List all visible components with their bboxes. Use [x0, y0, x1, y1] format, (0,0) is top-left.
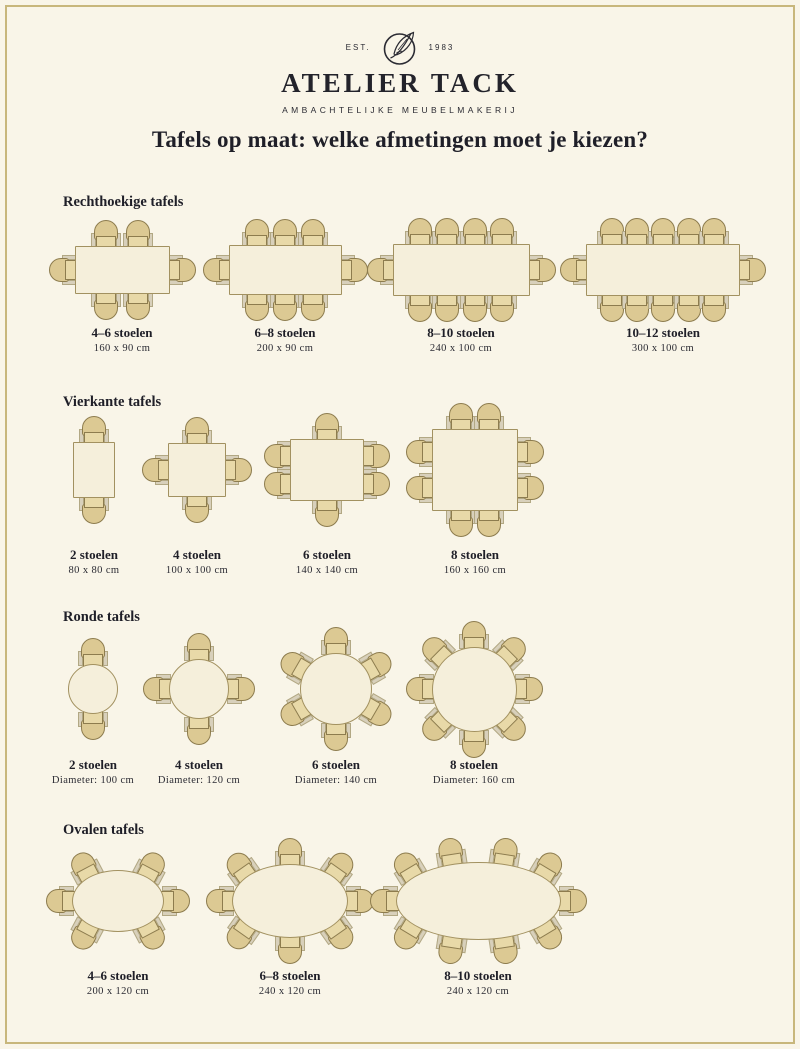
- size-label: 240 x 120 cm: [446, 986, 510, 997]
- tabletop: [393, 244, 530, 296]
- tabletop: [396, 862, 561, 940]
- tabletop: [75, 246, 170, 294]
- table-label: [32, 325, 212, 354]
- section-heading: Ovalen tafels: [63, 822, 144, 838]
- tabletop: [586, 244, 740, 296]
- table-label: [573, 325, 753, 354]
- table-diagram: [357, 208, 566, 332]
- section-heading: Rechthoekige tafels: [63, 194, 184, 210]
- table-diagram: [360, 826, 597, 976]
- section-heading: Ronde tafels: [63, 609, 140, 625]
- tabletop: [432, 429, 518, 511]
- seats-label: 4 stoelen: [172, 547, 222, 562]
- table-diagram: [196, 828, 384, 974]
- tabletop: [232, 864, 348, 938]
- seats-label: 8–10 stoelen: [427, 325, 495, 340]
- section-heading: Vierkante tafels: [63, 394, 162, 410]
- leaf-icon: [380, 26, 420, 68]
- tabletop: [73, 442, 115, 498]
- size-label: 300 x 100 cm: [631, 343, 695, 354]
- brand-tagline: AMBACHTELIJKE MEUBELMAKERIJ: [282, 105, 518, 115]
- size-label: Diameter: 140 cm: [294, 775, 378, 786]
- table-diagram: [550, 208, 776, 332]
- seats-label: 2 stoelen: [68, 757, 118, 772]
- seats-label: 4 stoelen: [174, 757, 224, 772]
- seats-label: 2 stoelen: [69, 547, 119, 562]
- table-diagram: [264, 617, 408, 761]
- seats-label: 6 stoelen: [302, 547, 352, 562]
- seats-label: 8 stoelen: [450, 547, 500, 562]
- tabletop: [432, 647, 517, 732]
- brand-name: ATELIER TACK: [281, 68, 519, 98]
- size-label: Diameter: 160 cm: [432, 775, 516, 786]
- size-label: 200 x 90 cm: [256, 343, 314, 354]
- table-label: [200, 968, 380, 997]
- seats-label: 6 stoelen: [311, 757, 361, 772]
- page-title: Tafels op maat: welke afmetingen moet je kiezen?: [151, 127, 649, 152]
- table-label: [385, 547, 565, 576]
- table-label: [195, 325, 375, 354]
- size-label: Diameter: 120 cm: [157, 775, 241, 786]
- seats-label: 10–12 stoelen: [625, 325, 701, 340]
- tabletop: [229, 245, 342, 295]
- table-diagram: [193, 209, 378, 331]
- size-label: Diameter: 100 cm: [51, 775, 135, 786]
- seats-label: 6–8 stoelen: [259, 968, 321, 983]
- table-label: [371, 325, 551, 354]
- table-diagram: [396, 611, 553, 768]
- table-diagram: [133, 623, 265, 755]
- table-diagram: [36, 834, 200, 968]
- size-label: 240 x 100 cm: [429, 343, 493, 354]
- tabletop: [168, 443, 226, 497]
- size-label: 160 x 160 cm: [443, 565, 507, 576]
- size-label: 160 x 90 cm: [93, 343, 151, 354]
- tabletop: [169, 659, 229, 719]
- size-label: 80 x 80 cm: [68, 565, 120, 576]
- tabletop: [68, 664, 118, 714]
- size-label: 140 x 140 cm: [295, 565, 359, 576]
- table-diagram: [132, 407, 262, 533]
- seats-label: 4–6 stoelen: [91, 325, 153, 340]
- size-label: 200 x 120 cm: [86, 986, 150, 997]
- table-diagram: [396, 393, 554, 547]
- tabletop: [290, 439, 364, 501]
- tabletop: [300, 653, 372, 725]
- tabletop: [72, 870, 164, 932]
- seats-label: 8–10 stoelen: [444, 968, 512, 983]
- seats-label: 8 stoelen: [449, 757, 499, 772]
- table-diagram: [39, 210, 206, 330]
- table-diagram: [254, 403, 400, 537]
- table-label: [384, 757, 564, 786]
- size-label: 240 x 120 cm: [258, 986, 322, 997]
- logo-year-text: 1983: [428, 42, 455, 52]
- seats-label: 4–6 stoelen: [87, 968, 149, 983]
- seats-label: 6–8 stoelen: [254, 325, 316, 340]
- brand-logo: [0, 26, 800, 115]
- table-label: [388, 968, 568, 997]
- size-label: 100 x 100 cm: [165, 565, 229, 576]
- table-label: [28, 968, 208, 997]
- logo-est-text: EST.: [345, 42, 371, 52]
- logo-est-row: [346, 26, 455, 68]
